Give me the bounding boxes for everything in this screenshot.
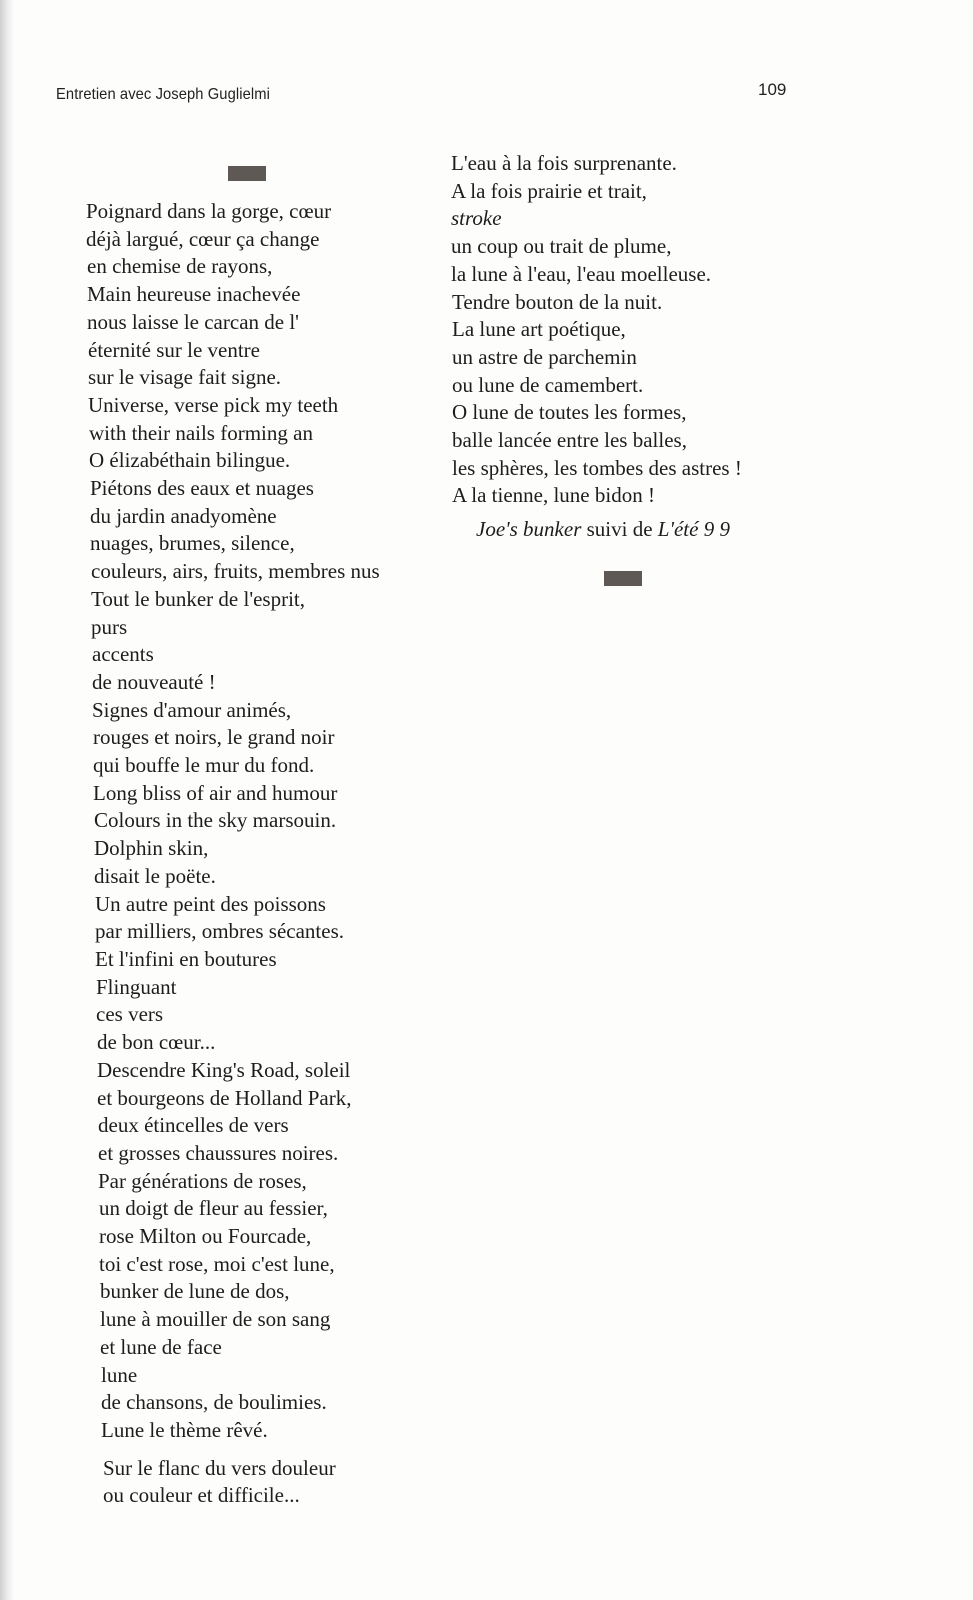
- poem-line: deux étincelles de vers: [98, 1113, 289, 1138]
- poem-line: accents: [92, 642, 154, 667]
- poem-line: en chemise de rayons,: [87, 254, 273, 279]
- section-ornament-end: [604, 571, 642, 586]
- poem-line: et lune de face: [100, 1334, 222, 1359]
- poem-line: un doigt de fleur au fessier,: [99, 1196, 328, 1221]
- running-head: Entretien avec Joseph Guglielmi: [56, 86, 270, 103]
- poem-line: de bon cœur...: [97, 1030, 216, 1055]
- poem-left-column: [86, 198, 380, 1510]
- poem-line: purs: [91, 614, 128, 639]
- poem-line: un coup ou trait de plume,: [451, 234, 672, 259]
- poem-line: Tendre bouton de la nuit.: [452, 289, 663, 314]
- poem-line: de nouveauté !: [92, 669, 216, 694]
- poem-line: L'eau à la fois surprenante.: [451, 151, 677, 175]
- poem-line: éternité sur le ventre: [88, 337, 260, 362]
- poem-line: Dolphin skin,: [94, 836, 209, 861]
- poem-line: ou couleur et difficile...: [103, 1483, 300, 1508]
- poem-line: Par générations de roses,: [98, 1168, 307, 1193]
- scan-shadow-edge: [0, 0, 14, 1600]
- poem-line: couleurs, airs, fruits, membres nus: [91, 559, 380, 584]
- poem-line: Signes d'amour animés,: [92, 697, 292, 722]
- poem-line: Descendre King's Road, soleil: [97, 1057, 351, 1082]
- poem-line: déjà largué, cœur ça change: [86, 226, 320, 251]
- poem-line: with their nails forming an: [89, 420, 313, 445]
- source-title-1: Joe's bunker: [476, 517, 582, 541]
- poem-line: et grosses chaussures noires.: [98, 1140, 339, 1165]
- poem-line: Flinguant: [96, 974, 177, 999]
- poem-line: Main heureuse inachevée: [87, 282, 301, 307]
- poem-line: stroke: [451, 206, 502, 231]
- poem-line: Long bliss of air and humour: [93, 780, 338, 805]
- page-number: 109: [758, 80, 787, 99]
- poem-line: nous laisse le carcan de l': [87, 309, 299, 334]
- section-ornament-top: [228, 166, 266, 181]
- poem-line: et bourgeons de Holland Park,: [97, 1085, 352, 1110]
- poem-line: un astre de parchemin: [452, 344, 637, 369]
- source-connector: suivi de: [581, 517, 658, 541]
- poem-line: lune à mouiller de son sang: [100, 1307, 331, 1332]
- poem-line: Universe, verse pick my teeth: [88, 392, 339, 417]
- poem-line: Et l'infini en boutures: [95, 946, 277, 971]
- poem-line: rose Milton ou Fourcade,: [99, 1224, 312, 1249]
- poem-line: La lune art poétique,: [452, 317, 626, 342]
- poem-line: balle lancée entre les balles,: [452, 428, 687, 453]
- poem-line: toi c'est rose, moi c'est lune,: [99, 1251, 335, 1276]
- poem-line: les sphères, les tombes des astres !: [452, 455, 742, 480]
- poem-line: de chansons, de boulimies.: [101, 1390, 327, 1415]
- source-title-2: L'été 9 9: [657, 517, 730, 541]
- source-citation: [476, 517, 730, 542]
- poem-line: ou lune de camembert.: [452, 372, 644, 397]
- poem-right-lines: [451, 150, 742, 510]
- poem-line: du jardin anadyomène: [90, 503, 277, 528]
- poem-line: O lune de toutes les formes,: [452, 400, 687, 425]
- poem-line: Lune le thème rêvé.: [101, 1417, 268, 1442]
- poem-line: Un autre peint des poissons: [95, 891, 326, 916]
- poem-line: rouges et noirs, le grand noir: [93, 725, 335, 750]
- poem-line: sur le visage fait signe.: [88, 365, 282, 390]
- poem-left-lines: [86, 198, 380, 1445]
- poem-line: O élizabéthain bilingue.: [89, 448, 291, 473]
- poem-line: A la fois prairie et trait,: [451, 178, 647, 203]
- poem-line: ces vers: [96, 1002, 164, 1027]
- poem-line: A la tienne, lune bidon !: [452, 483, 655, 508]
- poem-line: disait le poëte.: [94, 863, 216, 888]
- poem-line: Sur le flanc du vers douleur: [103, 1455, 336, 1480]
- poem-line: la lune à l'eau, l'eau moelleuse.: [451, 261, 712, 286]
- poem-line: par milliers, ombres sécantes.: [95, 919, 345, 944]
- poem-line: qui bouffe le mur du fond.: [93, 753, 315, 778]
- poem-line: Tout le bunker de l'esprit,: [91, 586, 306, 611]
- poem-line: Poignard dans la gorge, cœur: [86, 199, 332, 223]
- poem-right-column: [451, 150, 742, 510]
- poem-left-coda: [86, 1455, 380, 1510]
- poem-line: Colours in the sky marsouin.: [94, 808, 337, 833]
- poem-line: lune: [101, 1362, 138, 1387]
- poem-line: Piétons des eaux et nuages: [90, 476, 314, 501]
- poem-line: bunker de lune de dos,: [100, 1279, 290, 1304]
- poem-line: nuages, brumes, silence,: [90, 531, 295, 556]
